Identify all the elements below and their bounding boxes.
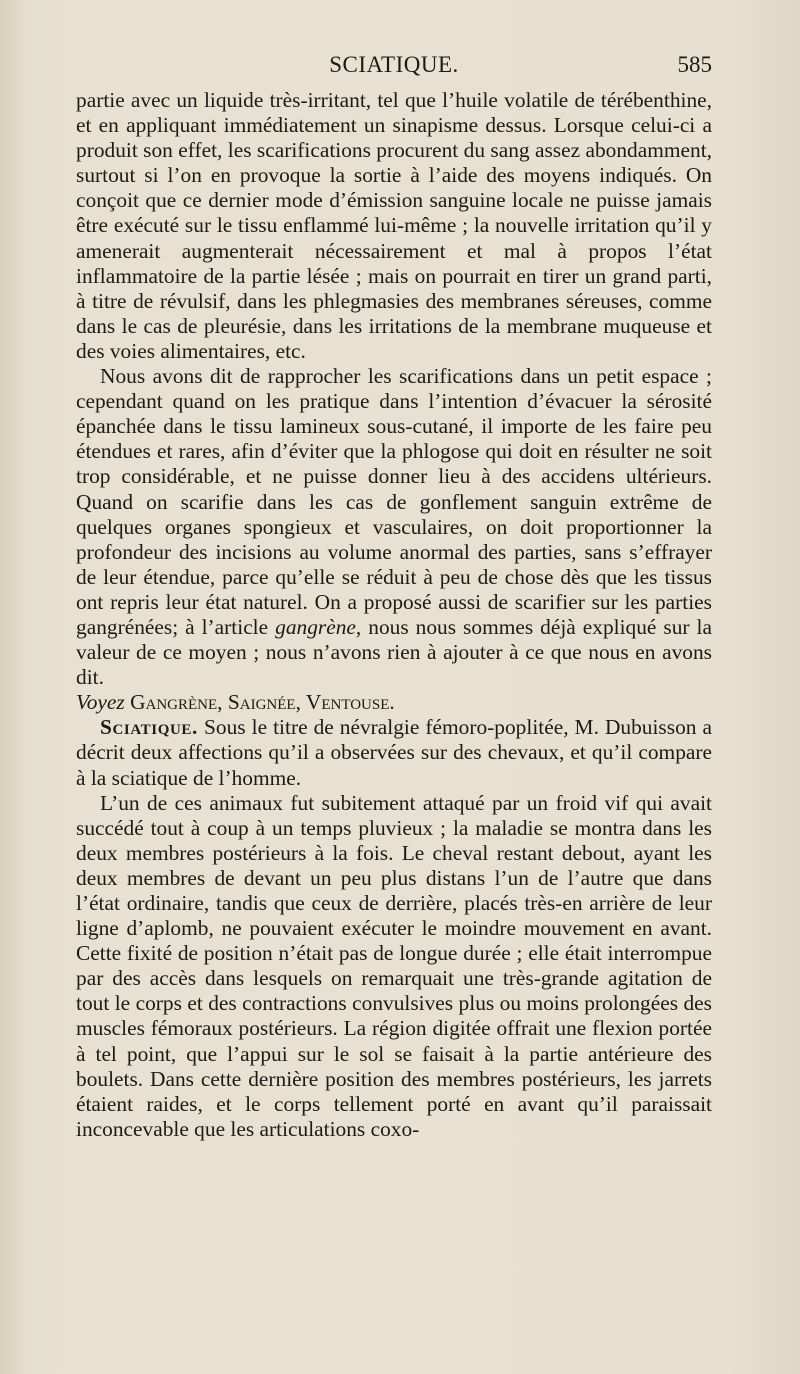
paragraph-continued bbox=[76, 88, 712, 364]
page-number: 585 bbox=[677, 52, 712, 77]
entry-sciatique bbox=[76, 715, 712, 790]
paragraph-text: L’un de ces animaux fut subitement attaqué par un froid vif qui avait succédé tout à coup à un temps pluvieux ; la maladie se montra dans les deux membres postérieurs à la fois. Le cheval restant debout, ayant les deux membres de devant un peu plus distans l’un de l’autre que dans l’état ordinaire, tandis que ceux de derrière, placés très-en arrière de leur ligne d’aplomb, ne pouvaient exécuter le moindre mouvement en avant. Cette fixité de position n’était pas de longue durée ; elle était interrompue par des accès dans lesquels on remarquait une très-grande agitation de tout le corps et des contractions convulsives plus ou moins prolongées des muscles fémoraux postérieurs. La région digitée offrait une flexion portée à tel point, que l’appui sur le sol se faisait à la partie antérieure des boulets. Dans cette dernière position des membres postérieurs, les jarrets étaient raides, et le corps tellement porté en avant qu’il paraissait inconcevable que les articulations coxo- bbox=[76, 790, 712, 1141]
running-title: SCIATIQUE. bbox=[329, 52, 459, 77]
reference-entries: Gangrène, Saignée, Ventouse. bbox=[130, 690, 395, 715]
paragraph-text: Nous avons dit de rapprocher les scarifications dans un petit espace ; cependant quand on les pratique dans l’intention d’évacuer la sérosité épanchée dans le tissu lamineux sous-cutané, il importe de les faire peu étendues et rares, afin d’éviter que la phlogose qui doit en résulter ne soit trop considérable, et ne puisse donner lieu à des accidens ultérieurs. Quand on scarifie dans les cas de gonflement sanguin extrême de quelques organes spongieux et vasculaires, on doit proportionner la profondeur des incisions au volume anormal des parties, sans s’effrayer de leur étendue, parce qu’elle se réduit à peu de chose dès que les tissus ont repris leur état naturel. On a proposé aussi de scarifier sur les parties gangrénées; à l’article bbox=[76, 364, 712, 639]
paragraph-text: Sous le titre de névralgie fémoro-poplitée, M. Dubuisson a décrit deux affections qu’il a observées sur des chevaux, et qu’il compare à la sciatique de l’homme. bbox=[76, 715, 712, 790]
cross-reference bbox=[76, 690, 712, 715]
italic-term: gangrène bbox=[275, 614, 356, 639]
voyez-label: Voyez bbox=[76, 690, 125, 715]
page-header bbox=[76, 52, 712, 84]
paragraph-text: , nous nous sommes déjà expliqué sur la valeur de ce moyen ; nous n’avons rien à ajouter à ce que nous en avons dit. bbox=[76, 614, 712, 690]
paragraph-case-description bbox=[76, 791, 712, 1142]
body-text bbox=[76, 88, 712, 1142]
paragraph-scarifications bbox=[76, 364, 712, 690]
entry-headword: Sciatique. bbox=[100, 715, 198, 740]
paragraph-text: partie avec un liquide très-irritant, tel que l’huile volatile de térébenthine, et en appliquant immédiatement un sinapisme dessus. Lorsque celui-ci a produit son effet, les scarifications procurent du sang assez abondamment, surtout si l’on en provoque la sortie à l’aide des moyens indiqués. On conçoit que ce dernier mode d’émission sanguine locale ne puisse jamais être exécuté sur le tissu enflammé lui-même ; la nouvelle irritation qu’il y amenerait augmenterait nécessairement et mal à propos l’état inflammatoire de la partie lésée ; mais on pourrait en tirer un grand parti, à titre de révulsif, dans les phlegmasies des membranes séreuses, comme dans le cas de pleurésie, dans les irritations de la membrane muqueuse et des voies alimentaires, etc. bbox=[76, 88, 712, 363]
